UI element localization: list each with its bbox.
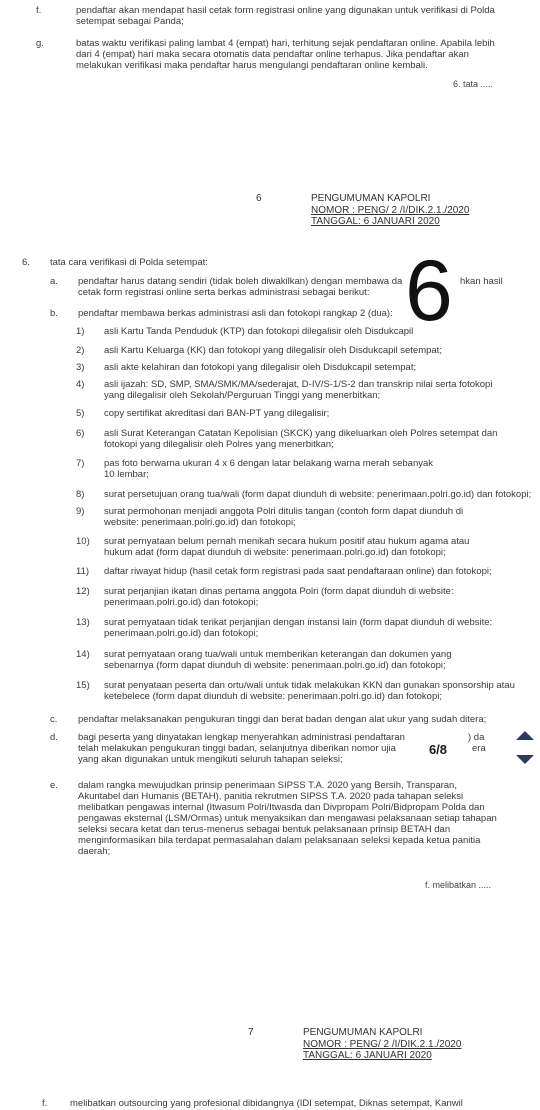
list-item-number: 6)	[76, 428, 85, 439]
section-marker: 6.	[22, 257, 30, 268]
sub-b-text: pendaftar membawa berkas administrasi asli dan fotokopi rangkap 2 (dua):	[78, 308, 393, 319]
sub-d-marker: d.	[50, 732, 58, 743]
letter-header: PENGUMUMAN KAPOLRI NOMOR : PENG/ 2 /I/DIK.2.1./2020 TANGGAL: 6 JANUARI 2020	[311, 193, 470, 227]
page-indicator: 6/8	[418, 737, 458, 763]
sub-a-text: pendaftar harus datang sendiri (tidak boleh diwakilkan) dengan membawa da cetak form registrasi online serta berkas administrasi sebagai berikut:	[78, 276, 403, 298]
list-item: copy sertifikat akreditasi dari BAN-PT yang dilegalisir;	[104, 408, 330, 419]
item-f-marker: f.	[36, 5, 42, 16]
list-item: surat persetujuan orang tua/wali (form dapat diunduh di website: penerimaan.polri.go.id) dan fotokopi;	[104, 489, 532, 500]
list-item-number: 10)	[76, 536, 90, 547]
list-item: pas foto berwarna ukuran 4 x 6 dengan latar belakang warna merah sebanyak 10 lembar;	[104, 458, 434, 480]
sub-e-marker: e.	[50, 780, 58, 791]
list-item: asli ijazah: SD, SMP, SMA/SMK/MA/sederajat, D-IV/S-1/S-2 dan transkrip nilai serta fotokopi yang dilegalisir oleh Sekolah/Perguruan Tinggi yang menerbitkan;	[104, 379, 493, 401]
list-item: surat permohonan menjadi anggota Polri ditulis tangan (contoh form dapat diunduh di website: penerimaan.polri.go.id) dan fotokopi;	[104, 506, 464, 528]
page-number: 6	[256, 193, 262, 204]
page-number: 7	[248, 1027, 254, 1038]
list-item-number: 7)	[76, 458, 85, 469]
sub-e-text: dalam rangka mewujudkan prinsip penerimaan SIPSS T.A. 2020 yang Bersih, Transparan, Akuntabel dan Humanis (BETAH), panitia rekrutmen SIPSS T.A. 2020 pada tahapan seleksi melibatkan pengawas internal (Itwasum Polri/Itwasda dan Divpropam Polri/Bidpropam Polda dan pengawas eksternal (LSM/Ormas) untuk menyaksikan dan mengawasi pelaksanaan setiap tahapan seleksi secara ketat dan terus-menerus sebagai bentuk pelaksanaan prinsip BETAH dan menginformasikan bila terdapat permasalahan dalam pelaksanaan seleksi kepada ketua panitia daerah;	[78, 780, 497, 857]
list-item-number: 12)	[76, 586, 90, 597]
list-item: asli Surat Keterangan Catatan Kepolisian (SKCK) yang dikeluarkan oleh Polres setempat dan fotokopi yang dilegalisir oleh Polres yang menerbitkan;	[104, 428, 498, 450]
page-6	[0, 180, 540, 890]
list-item: asli akte kelahiran dan fotokopi yang dilegalisir oleh Disdukcapil setempat;	[104, 362, 417, 373]
list-item-number: 3)	[76, 362, 85, 373]
list-item-number: 13)	[76, 617, 90, 628]
sub-a-marker: a.	[50, 276, 58, 287]
list-item: surat pernyataan belum pernah menikah secara hukum positif atau hukum agama atau hukum adat (form dapat diunduh di website: penerimaan.polri.go.id) dan fotokopi;	[104, 536, 470, 558]
list-item-number: 5)	[76, 408, 85, 419]
sub-f-marker: f.	[42, 1098, 48, 1109]
list-item: asli Kartu Keluarga (KK) dan fotokopi yang dilegalisir oleh Disdukcapil setempat;	[104, 345, 442, 356]
item-f-text: pendaftar akan mendapat hasil cetak form registrasi online yang digunakan untuk verifikasi di Polda setempat sebagai Panda;	[76, 5, 495, 27]
item-g-text: batas waktu verifikasi paling lambat 4 (empat) hari, terhitung sejak pendaftaran online. Apabila lebih dari 4 (empat) hari maka secara otomatis data pendaftar online terhapus. Jika pendaftar akan melakukan verifikasi maka pendaftar harus mengulangi pendaftaran online kembali.	[76, 38, 495, 71]
chevron-up-icon[interactable]	[516, 731, 534, 740]
list-item-number: 9)	[76, 506, 85, 517]
sub-b-marker: b.	[50, 308, 58, 319]
continuation-text: 6. tata .....	[453, 79, 494, 89]
page-7	[0, 1010, 540, 1110]
letter-header: PENGUMUMAN KAPOLRI NOMOR : PENG/ 2 /I/DIK.2.1./2020 TANGGAL: 6 JANUARI 2020	[303, 1027, 462, 1061]
list-item: asli Kartu Tanda Penduduk (KTP) dan fotokopi dilegalisir oleh Disdukcapil	[104, 326, 414, 337]
list-item-number: 14)	[76, 649, 90, 660]
page-5-fragment	[0, 0, 540, 100]
list-item-number: 11)	[76, 566, 90, 577]
sub-c-text: pendaftar melaksanakan pengukuran tinggi dan berat badan dengan alat ukur yang sudah ditera;	[78, 714, 487, 725]
list-item-number: 15)	[76, 680, 90, 691]
list-item-number: 8)	[76, 489, 85, 500]
sub-d-tail-2: era	[472, 743, 486, 754]
list-item-number: 1)	[76, 326, 85, 337]
list-item: surat perjanjian ikatan dinas pertama anggota Polri (form dapat diunduh di website: penerimaan.polri.go.id) dan fotokopi;	[104, 586, 454, 608]
item-g-marker: g.	[36, 38, 44, 49]
sub-f-text: melibatkan outsourcing yang profesional dibidangnya (IDI setempat, Diknas setempat, Kanwil	[70, 1098, 463, 1109]
list-item: surat pernyataan tidak terikat perjanjian dengan instansi lain (form dapat diunduh di website: penerimaan.polri.go.id) dan fotokopi;	[104, 617, 493, 639]
sub-d-tail-1: ) da	[468, 732, 485, 743]
sub-a-tail: hkan hasil	[460, 276, 503, 287]
sub-c-marker: c.	[50, 714, 58, 725]
continuation-text: f. melibatkan .....	[425, 880, 492, 890]
list-item-number: 2)	[76, 345, 85, 356]
section-title: tata cara verifikasi di Polda setempat:	[50, 257, 208, 268]
overlay-page-number: 6	[405, 243, 453, 339]
chevron-down-icon[interactable]	[516, 755, 534, 764]
sub-d-text: bagi peserta yang dinyatakan lengkap menyerahkan administrasi pendaftaran telah melakukan pengukuran tinggi badan, selanjutnya diberikan nomor ujia yang akan digunakan untuk mengikuti seluruh tahapan seleksi;	[78, 732, 405, 765]
list-item: daftar riwayat hidup (hasil cetak form registrasi pada saat pendaftaraan online) dan fotokopi;	[104, 566, 492, 577]
list-item-number: 4)	[76, 379, 85, 390]
list-item: surat penyataan peserta dan ortu/wali untuk tidak melakukan KKN dan gunakan sponsorship atau ketebelece (form dapat diunduh di website: penerimaan.polri.go.id) dan fotokopi;	[104, 680, 515, 702]
list-item: surat pernyataan orang tua/wali untuk memberikan keterangan dan dokumen yang sebenarnya (form dapat diunduh di website: penerimaan.polri.go.id) dan fotokopi;	[104, 649, 452, 671]
